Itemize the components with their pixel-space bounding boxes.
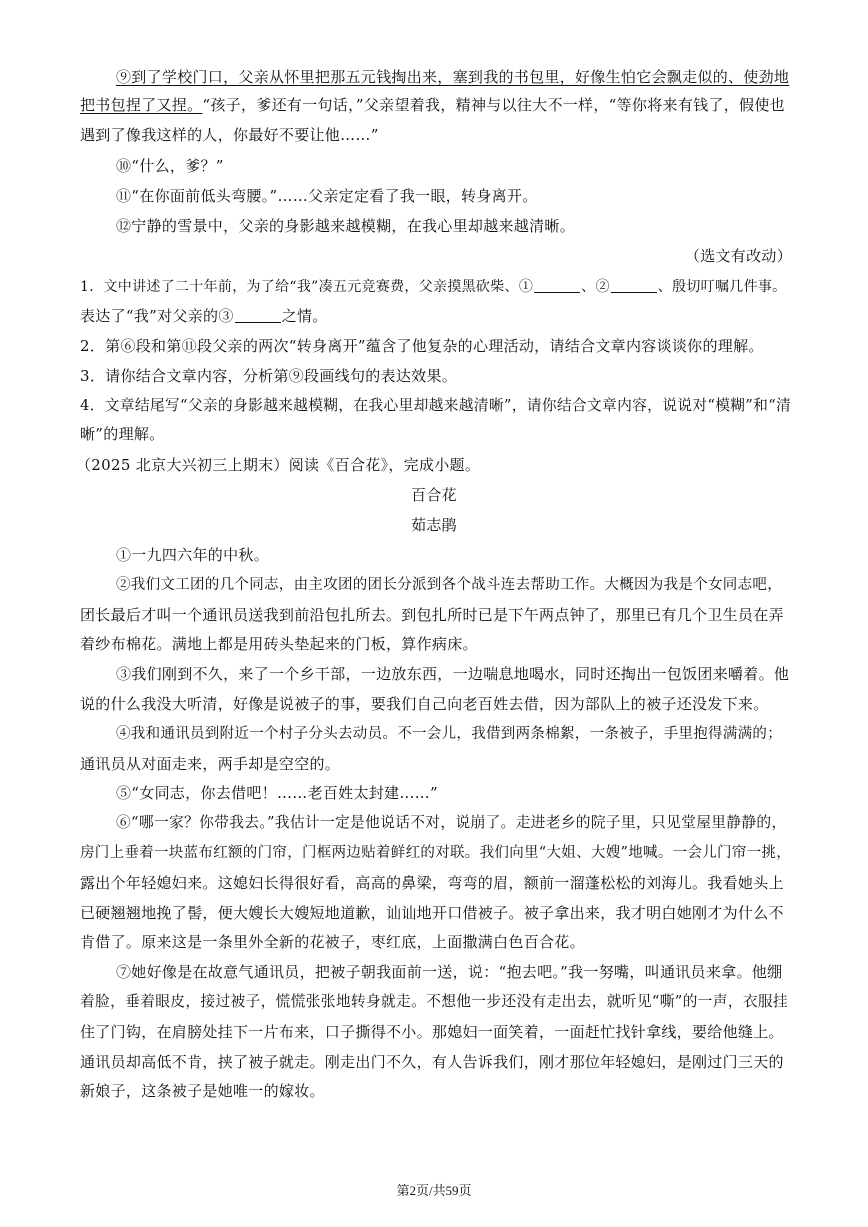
story-paragraph-7-line-4: 通讯员却高低不肯，挟了被子就走。刚走出门不久，有人告诉我们，刚才那位年轻媳妇，是刚过门三天的: [80, 1053, 784, 1071]
story-paragraph-2-line-1: ②我们文工团的几个同志，由主攻团的团长分派到各个战斗连去帮助工作。大概因为我是个女同志吧，: [116, 577, 782, 593]
paragraph-12: ⑫宁静的雪景中，父亲的身影越来越模糊，在我心里却越来越清晰。: [116, 217, 576, 235]
story-paragraph-7-line-5: 新娘子，这条被子是她唯一的嫁妆。: [80, 1082, 325, 1100]
story-paragraph-7-line-2: 着脸，垂着眼皮，接过被子，慌慌张张地转身就走。不想他一步还没有走出去，就听见“嘶”的一声，衣服挂: [80, 993, 788, 1010]
story-paragraph-6-line-3: 露出个年轻媳妇来。这媳妇长得很好看，高高的鼻梁，弯弯的眉，额前一溜蓬松松的刘海儿。我看她头上: [80, 874, 784, 892]
story-paragraph-5: ⑤“女同志，你去借吧！……老百姓太封建……”: [116, 784, 438, 802]
story-paragraph-3-line-2: 说的什么我没大听清，好像是说被子的事，要我们自己向老百姓去借，因为部队上的被子还没发下来。: [80, 695, 769, 713]
paragraph-9-line-3: 遇到了像我这样的人，你最好不要让他……”: [80, 126, 379, 144]
story-paragraph-7-line-3: 住了门钩，在肩膀处挂下一片布来，口子撕得不小。那媳妇一面笑着，一面赶忙找针拿线，要给他缝上。: [80, 1023, 784, 1041]
paragraph-9-line-2: 把书包捏了又捏。“孩子，爹还有一句话，”父亲望着我，精神与以往大不一样，“等你将来有钱了，假使也: [80, 96, 785, 114]
paragraph-10: ⑩“什么，爹？”: [116, 157, 224, 175]
story-paragraph-7-line-1: ⑦她好像是在故意气通讯员，把被子朝我面前一送，说：“抱去吧。”我一努嘴，叫通讯员来拿。他绷: [116, 963, 783, 981]
question-3: 3．请你结合文章内容，分析第⑨段画线句的表达效果。: [80, 367, 458, 385]
story-paragraph-6-line-4: 已硬翘翘地挽了髻，便大嫂长大嫂短地道歉，讪讪地开口借被子。被子拿出来，我才明白她刚才为什么不: [80, 904, 784, 922]
story-paragraph-4-line-1: ④我和通讯员到附近一个村子分头去动员。不一会儿，我借到两条棉絮，一条被子，手里抱得满满的；: [116, 726, 782, 742]
paragraph-9-line-1: [116, 67, 792, 87]
question-4-line-2: 晰”的理解。: [80, 425, 165, 443]
story-paragraph-6-line-1: ⑥“哪一家？你带我去。”我估计一定是他说话不对，说崩了。走进老乡的院子里，只见堂屋里静静的，: [116, 814, 787, 831]
question-1-line-2: 表达了“我”对父亲的③ 之情。: [80, 307, 328, 325]
paragraph-11: ⑪“在你面前低头弯腰。”……父亲定定看了我一眼，转身离开。: [116, 187, 538, 205]
story-title: 百合花: [411, 486, 457, 504]
page-number: 第2页/共59页: [396, 1183, 472, 1198]
underlined-sentence: ⑨到了学校门口，父亲从怀里把那五元钱掏出来，塞到我的书包里，好像生怕它会飘走似的、使劲地: [116, 68, 790, 86]
story-author: 茹志鹃: [411, 516, 457, 534]
question-2: 2．第⑥段和第⑪段父亲的两次“转身离开”蕴含了他复杂的心理活动，请结合文章内容谈谈你的理解。: [80, 337, 764, 355]
source-note: （选文有改动）: [684, 247, 792, 265]
answer-blank-2[interactable]: [611, 278, 657, 293]
story-paragraph-1: ①一九四六年的中秋。: [116, 546, 270, 564]
answer-blank-1[interactable]: [534, 278, 580, 293]
story-paragraph-2-line-2: 团长最后才叫一个通讯员送我到前沿包扎所去。到包扎所时已是下午两点钟了，那里已有几个卫生员在弄: [80, 606, 784, 624]
story-paragraph-6-line-2: 房门上垂着一块蓝布红额的门帘，门框两边贴着鲜红的对联。我们向里“大姐、大嫂”地喊。一会儿门帘一挑，: [80, 845, 792, 861]
underlined-sentence-end: 把书包捏了又捏。: [80, 96, 203, 114]
question-4-line-1: 4．文章结尾写“父亲的身影越来越模糊，在我心里却越来越清晰”，请你结合文章内容，说说对“模糊”和“清: [80, 397, 792, 414]
story-paragraph-6-line-5: 肯借了。原来这是一条里外全新的花被子，枣红底，上面撒满白色百合花。: [80, 933, 585, 951]
story-paragraph-2-line-3: 着纱布棉花。满地上都是用砖头垫起来的门板，算作病床。: [80, 635, 478, 653]
answer-blank-3[interactable]: [235, 308, 281, 323]
story-paragraph-4-line-2: 通讯员从对面走来，两手却是空空的。: [80, 755, 341, 773]
reading-intro: （2025 北京大兴初三上期末）阅读《百合花》，完成小题。: [76, 456, 481, 474]
story-paragraph-3-line-1: ③我们刚到不久，来了一个乡干部，一边放东西，一边喘息地喝水，同时还掏出一包饭团来嚼着。他: [116, 665, 790, 683]
question-1-line-1: 1．文中讲述了二十年前，为了给“我”凑五元竞赛费，父亲摸黑砍柴、① 、② 、殷切叮嘱几件事。: [80, 279, 787, 295]
